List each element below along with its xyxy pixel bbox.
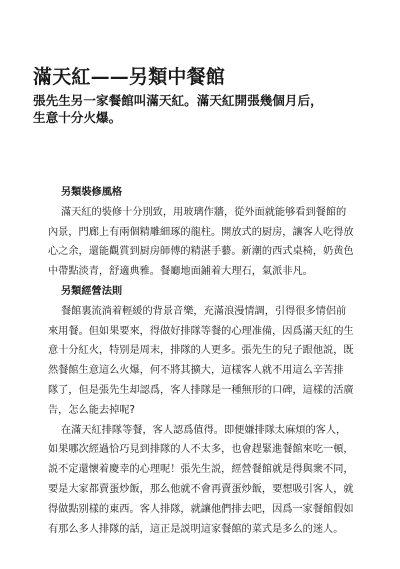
paragraph-line: 意十分紅火，特别是周末，排隊的人更多。張先生的兒子跟他説，既 [48, 345, 354, 357]
section-heading: 另類經營法則 [61, 285, 123, 297]
article-lead [33, 92, 378, 126]
paragraph [48, 421, 368, 540]
paragraph-line: 內景，門廊上有兩個精雕細琢的龍柱。開放式的厨房，讓客人吃得放 [48, 226, 354, 238]
lead-line: 張先生另一家餐館叫滿天紅。滿天紅開張幾個月后， [33, 93, 323, 108]
lead-line: 生意十分火爆。 [33, 110, 122, 125]
paragraph-line: 要是大家都賣蛋炒飯，那么他就不會再賣蛋炒飯，要想吸引客人，就 [48, 483, 354, 495]
article-title: 滿天紅——另類中餐館 [33, 66, 226, 88]
paragraph-line: 中帶點淡青，舒適典雅。餐廳地面鋪着大理石，氣派非凡。 [48, 266, 313, 278]
section-heading: 另類裝修風格 [61, 187, 123, 198]
paragraph-line: 心之余，還能觀賞到厨房師傅的精湛手藝。新潮的西式桌椅，奶黄色 [48, 246, 354, 258]
paragraph-line: 在滿天紅排隊等餐，客人認爲值得。即便嫌排隊太麻煩的客人， [61, 424, 347, 436]
paragraph [48, 302, 368, 421]
paragraph-line: 如果哪次經過恰巧見到排隊的人不太多，也會趕緊進餐館來吃一頓， [48, 444, 354, 456]
paragraph-line: 滿天紅的裝修十分別致，用玻璃作牆，從外面就能够看到餐館的 [61, 206, 347, 218]
paragraph-line: 餐館裏流淌着輕緩的背景音樂，充滿浪漫情調，引得很多情侶前 [61, 305, 347, 317]
paragraph-line: 來用餐。但如果要來，得做好排隊等餐的心理准備，因爲滿天紅的生 [48, 325, 354, 337]
paragraph [48, 203, 368, 282]
paragraph-line: 告，怎么能去掉呢? [48, 404, 135, 416]
paragraph-line: 得做點别樣的東西。客人排隊，就讓他們排去吧，因爲一家餐館假如 [48, 503, 354, 515]
article-body [48, 183, 368, 539]
paragraph-line: 然餐館生意這么火爆，何不將其擴大，這樣客人就不用這么辛苦排 [48, 365, 344, 377]
paragraph-line: 説不定還懷着慶幸的心理呢！張先生説，經營餐館就是得與衆不同， [48, 464, 354, 476]
paragraph-line: 隊了，但是張先生却認爲，客人排隊是一種無形的口碑，這樣的活廣 [48, 384, 354, 396]
paragraph-line: 有那么多人排隊的話，這正是説明這家餐館的菜式是多么的迷人。 [48, 523, 344, 535]
